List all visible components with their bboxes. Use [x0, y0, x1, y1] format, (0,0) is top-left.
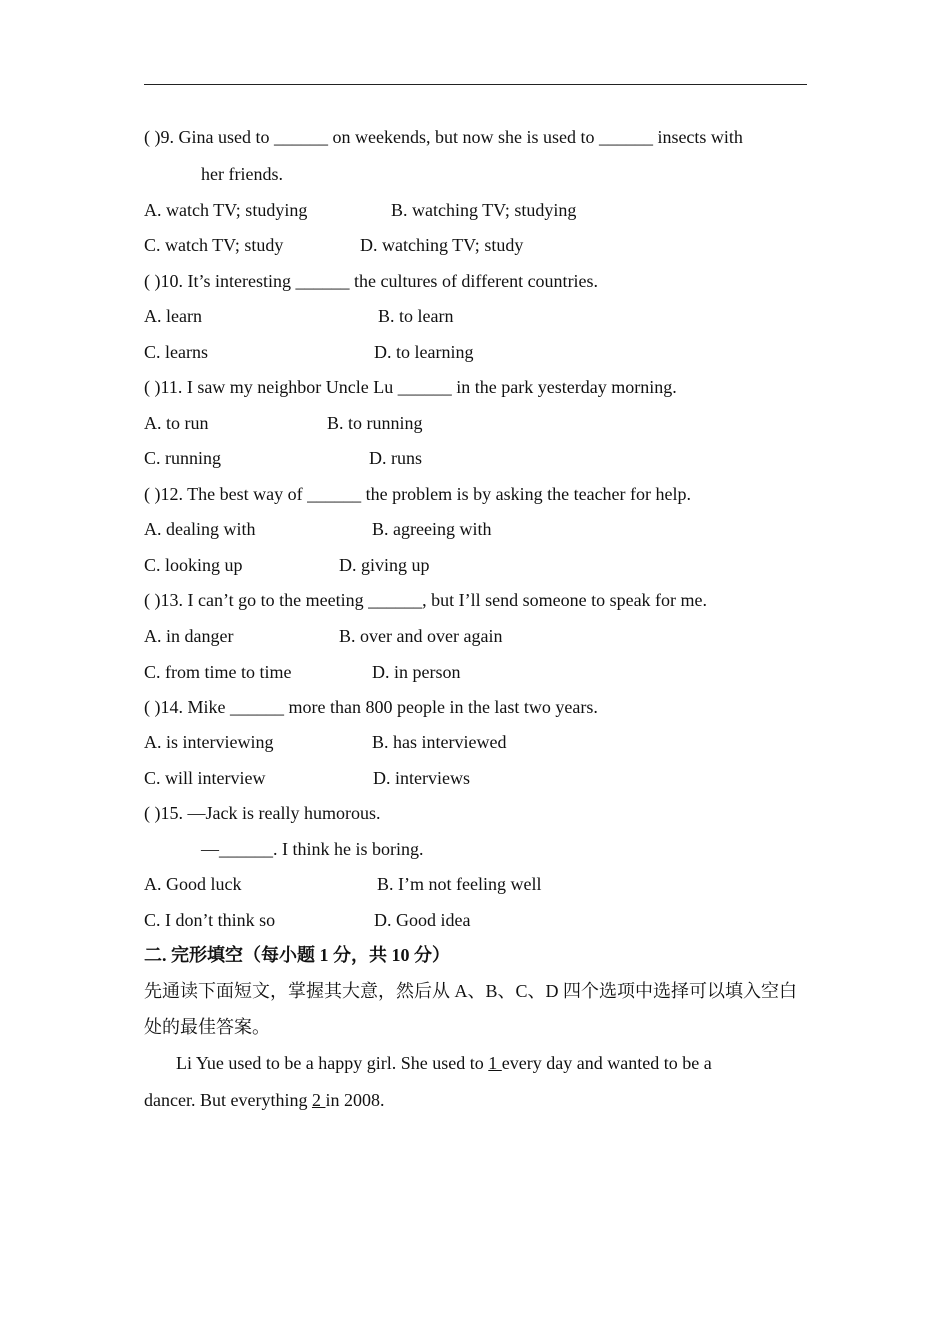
- question-11-option-c: C. running: [144, 448, 222, 468]
- question-11-option-b: B. to running: [327, 413, 423, 433]
- question-10-option-c: C. learns: [144, 342, 208, 362]
- question-12-option-d: D. giving up: [339, 555, 430, 575]
- question-12-stem: ( )12. The best way of ______ the problem is by asking the teacher for help.: [144, 484, 692, 504]
- question-14-option-c: C. will interview: [144, 768, 266, 788]
- question-11-option-d: D. runs: [369, 448, 422, 468]
- question-15-stem-continued: —______. I think he is boring.: [201, 839, 424, 859]
- question-9-option-c: C. watch TV; study: [144, 235, 284, 255]
- question-9-stem-continued: her friends.: [201, 164, 283, 184]
- blank-2: 2: [311, 1090, 326, 1110]
- blank-1: 1: [488, 1053, 502, 1073]
- question-10-stem: ( )10. It’s interesting ______ the cultures of different countries.: [144, 271, 599, 291]
- passage-text: dancer. But everything: [144, 1090, 312, 1110]
- section-2-heading: 二. 完形填空（每小题 1 分，共 10 分）: [144, 945, 450, 965]
- question-10-option-b: B. to learn: [378, 306, 454, 326]
- question-10-option-a: A. learn: [144, 306, 202, 326]
- question-13-stem: ( )13. I can’t go to the meeting ______, but I’ll send someone to speak for me.: [144, 590, 708, 610]
- section-2-instruction-line-2: 处的最佳答案。: [144, 1017, 270, 1037]
- question-12-option-b: B. agreeing with: [372, 519, 492, 539]
- question-13-option-a: A. in danger: [144, 626, 234, 646]
- question-13-option-b: B. over and over again: [339, 626, 503, 646]
- question-14-option-d: D. interviews: [373, 768, 470, 788]
- passage-text: in 2008.: [325, 1090, 385, 1110]
- question-11-option-a: A. to run: [144, 413, 209, 433]
- question-14-option-a: A. is interviewing: [144, 732, 274, 752]
- question-10-option-d: D. to learning: [374, 342, 474, 362]
- question-13-option-c: C. from time to time: [144, 662, 292, 682]
- question-9-option-d: D. watching TV; study: [360, 235, 524, 255]
- question-14-stem: ( )14. Mike ______ more than 800 people in the last two years.: [144, 697, 598, 717]
- passage-text: Li Yue used to be a happy girl. She used to: [176, 1053, 489, 1073]
- question-15-option-d: D. Good idea: [374, 910, 471, 930]
- question-12-option-a: A. dealing with: [144, 519, 256, 539]
- question-9-stem: ( )9. Gina used to ______ on weekends, but now she is used to ______ insects with: [144, 127, 743, 147]
- question-9-option-b: B. watching TV; studying: [391, 200, 577, 220]
- section-2-instruction-line-1: 先通读下面短文，掌握其大意，然后从 A、B、C、D 四个选项中选择可以填入空白: [144, 981, 798, 1001]
- question-15-option-c: C. I don’t think so: [144, 910, 276, 930]
- passage-line-1: [176, 1051, 712, 1075]
- passage-text: every day and wanted to be a: [501, 1053, 712, 1073]
- question-14-option-b: B. has interviewed: [372, 732, 507, 752]
- question-15-option-a: A. Good luck: [144, 874, 242, 894]
- question-9-option-a: A. watch TV; studying: [144, 200, 308, 220]
- passage-line-2: [144, 1088, 384, 1112]
- question-13-option-d: D. in person: [372, 662, 461, 682]
- question-12-option-c: C. looking up: [144, 555, 243, 575]
- question-15-stem: ( )15. —Jack is really humorous.: [144, 803, 381, 823]
- question-11-stem: ( )11. I saw my neighbor Uncle Lu ______ in the park yesterday morning.: [144, 377, 677, 397]
- question-15-option-b: B. I’m not feeling well: [377, 874, 542, 894]
- header-rule: [144, 84, 807, 85]
